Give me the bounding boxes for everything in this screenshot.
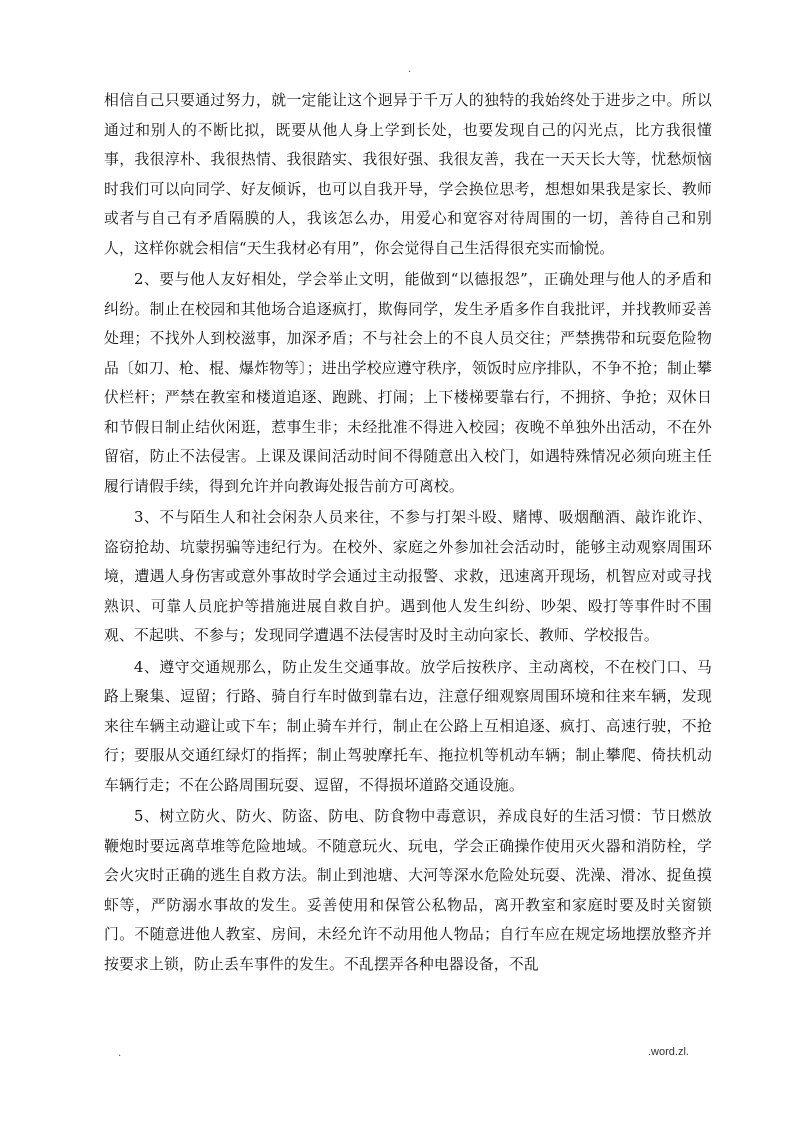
paragraph-2: 2、要与他人友好相处，学会举止文明，能做到“以德报怨”，正确处理与他人的矛盾和纠纷。制止在校园和其他场合追逐疯打，欺侮同学，发生矛盾多作自我批评，并找教师妥善处理；不找外人到校滋事，加深矛盾；不与社会上的不良人员交往；严禁携带和玩耍危险物品〔如刀、枪、棍、爆炸物等〕；进出学校应遵守秩序，领饭时应序排队，不争不抢；制止攀伏栏杆；严禁在教室和楼道追逐、跑跳、打闹；上下楼梯要靠右行，不拥挤、争抢；双休日和节假日制止结伙闲逛，惹事生非；未经批准不得进入校园；夜晚不单独外出活动，不在外留宿，防止不法侵害。上课及课间活动时间不得随意出入校门，如遇特殊情况必须向班主任履行请假手续，得到允许并向教诲处报告前方可离校。 bbox=[104, 271, 712, 495]
paragraph-3: 3、不与陌生人和社会闲杂人员来往，不参与打架斗殴、赌博、吸烟酗酒、敲诈讹诈、盗窃抢劫、坑蒙拐骗等违纪行为。在校外、家庭之外参加社会活动时，能够主动观察周围环境，遭遇人身伤害或意外事故时学会通过主动报警、求救，迅速离开现场，机智应对或寻找熟识、可靠人员庇护等措施进展自救自护。遇到他人发生纠纷、吵架、殴打等事件时不围观、不起哄、不参与；发现同学遭遇不法侵害时及时主动向家长、教师、学校报告。 bbox=[104, 509, 712, 644]
footer-watermark-text: .word.zl. bbox=[648, 1046, 689, 1058]
paragraph-1: 相信自己只要通过努力，就一定能让这个迥异于千万人的独特的我始终处于进步之中。所以通过和别人的不断比拟，既要从他人身上学到长处，也要发现自己的闪光点，比方我很懂事，我很淳朴、我很热情、我很踏实、我很好强、我很友善，我在一天天长大等，忧愁烦恼时我们可以向同学、好友倾诉，也可以自我开导，学会换位思考，想想如果我是家长、教师或者与自己有矛盾隔膜的人，我该怎么办，用爱心和宽容对待周围的一切，善待自己和别人，这样你就会相信“天生我材必有用”，你会觉得自己生活得很充实而愉悦。 bbox=[104, 92, 712, 257]
footer-left-mark: . bbox=[118, 1048, 122, 1059]
paragraph-4: 4、遵守交通规那么，防止发生交通事故。放学后按秩序、主动离校，不在校门口、马路上聚集、逗留；行路、骑自行车时做到靠右边，注意仔细观察周围环境和往来车辆，发现来往车辆主动避让或下车；制止骑车并行，制止在公路上互相追逐、疯打、高速行驶，不抢行；要服从交通红绿灯的指挥；制止驾驶摩托车、拖拉机等机动车辆；制止攀爬、倚扶机动车辆行走；不在公路周围玩耍、逗留，不得损坏道路交通设施。 bbox=[104, 658, 712, 794]
document-body bbox=[104, 86, 712, 981]
header-mark: . bbox=[408, 64, 412, 75]
paragraph-5: 5、树立防火、防火、防盗、防电、防食物中毒意识，养成良好的生活习惯：节日燃放鞭炮时要远离草堆等危险地域。不随意玩火、玩电，学会正确操作使用灭火器和消防栓，学会火灾时正确的逃生自救方法。制止到池塘、大河等深水危险处玩耍、洗澡、滑冰、捉鱼摸虾等，严防溺水事故的发生。妥善使用和保管公私物品，离开教室和家庭时要及时关窗锁门。不随意进他人教室、房间，未经允许不动用他人物品；自行车应在规定场地摆放整齐并按要求上锁，防止丢车事件的发生。不乱摆弄各种电器设备，不乱 bbox=[104, 808, 712, 973]
